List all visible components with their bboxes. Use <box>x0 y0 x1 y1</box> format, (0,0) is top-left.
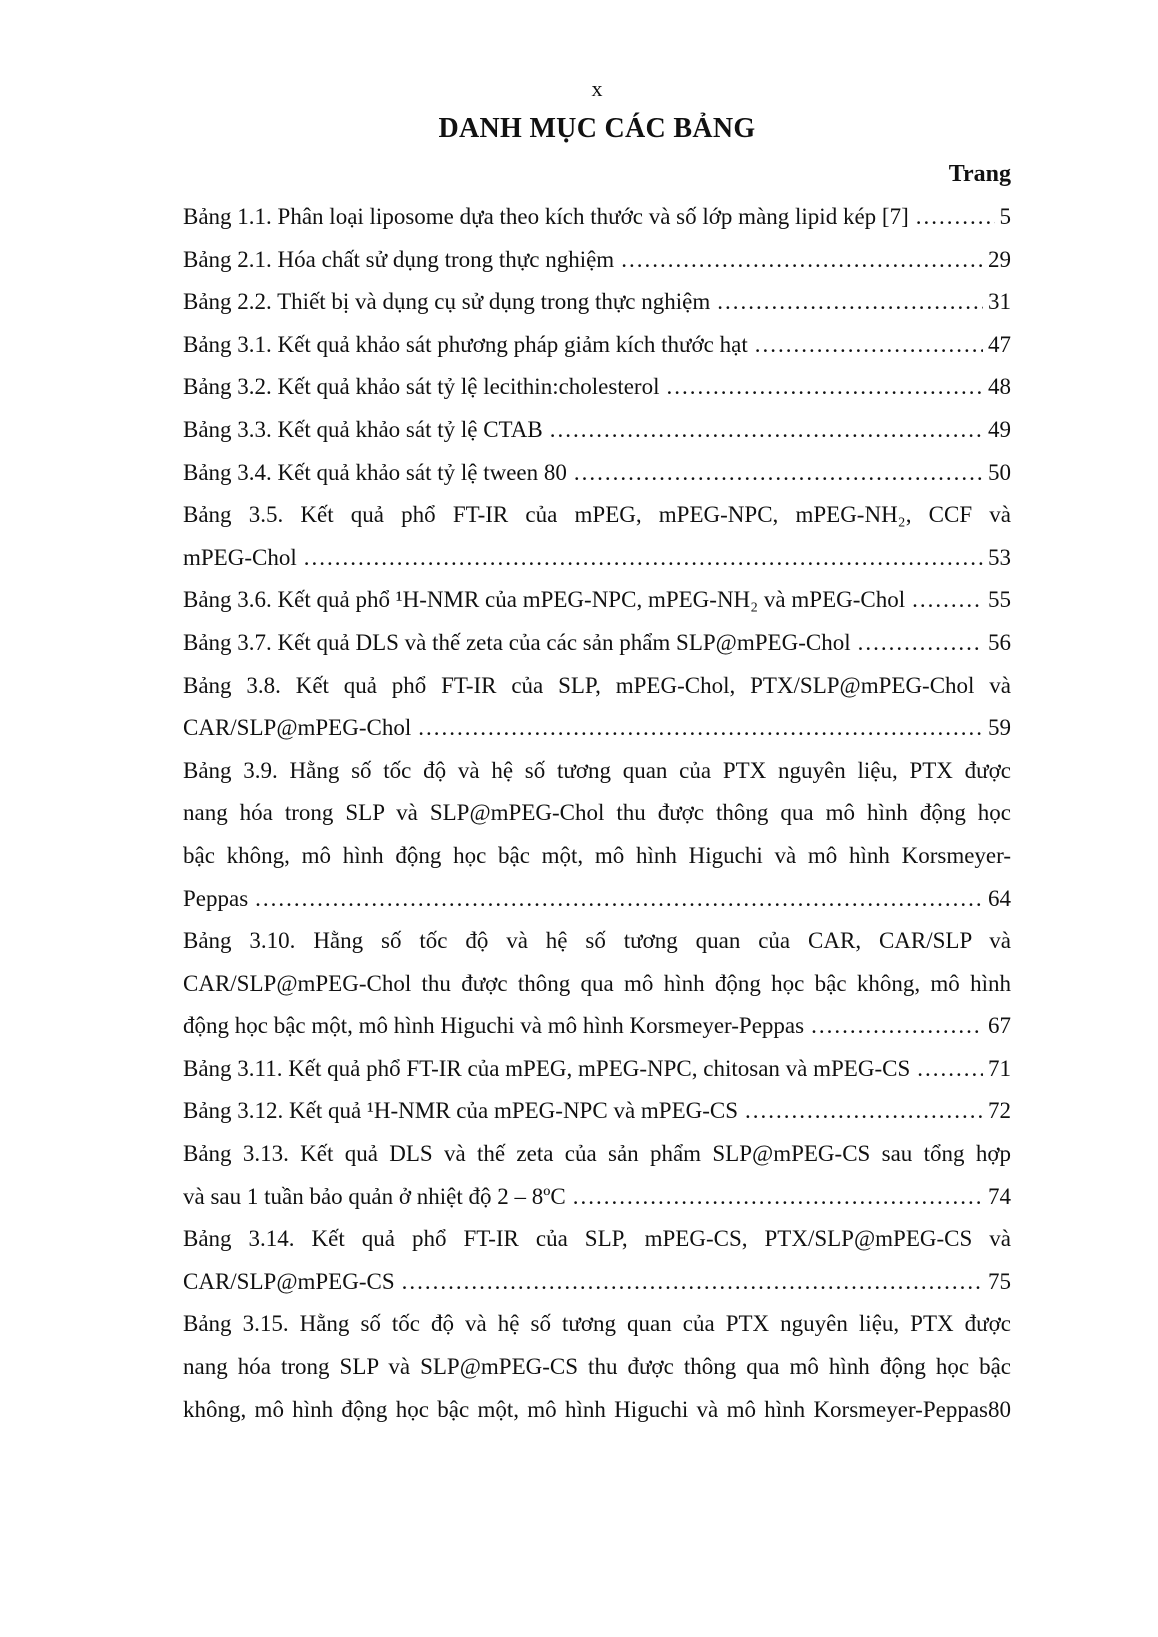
entry-page-number: 47 <box>988 331 1011 357</box>
toc-line <box>183 409 1011 452</box>
dot-leader <box>755 324 983 367</box>
toc-entry-3-4 <box>183 452 1011 495</box>
dot-leader <box>402 1261 983 1304</box>
toc-line <box>183 1005 1011 1048</box>
entry-page-number: 50 <box>988 459 1011 485</box>
entry-text: nang hóa trong SLP và SLP@mPEG-Chol thu được thông qua mô hình động học <box>183 800 1011 826</box>
entry-page-number: 31 <box>988 289 1011 315</box>
entry-text: Bảng 3.15. Hằng số tốc độ và hệ số tương quan của PTX nguyên liệu, PTX được <box>183 1311 1011 1337</box>
entry-text: Bảng 3.5. Kết quả phổ FT-IR của mPEG, mPEG-NPC, mPEG-NH₂, CCF và <box>183 502 1011 528</box>
entry-page-number: 5 <box>999 204 1011 229</box>
toc-line <box>183 1261 1011 1304</box>
entry-page-number: 80 <box>988 1396 1011 1422</box>
toc-line <box>183 1346 1011 1389</box>
dot-leader <box>573 1176 983 1219</box>
toc-entry-3-5 <box>183 494 1011 579</box>
entry-text: động học bậc một, mô hình Higuchi và mô hình Korsmeyer-Peppas <box>183 1013 805 1039</box>
dot-leader <box>717 281 983 324</box>
toc-entry-2-1 <box>183 239 1011 282</box>
toc-line <box>183 1303 1011 1346</box>
toc-line <box>183 835 1011 878</box>
toc-line <box>183 665 1011 708</box>
entry-text: CAR/SLP@mPEG-CS <box>183 1268 395 1294</box>
toc-entry-3-15 <box>183 1303 1011 1431</box>
dot-leader <box>667 366 984 409</box>
toc-line <box>183 963 1011 1006</box>
dot-leader <box>916 196 995 239</box>
entry-text: Bảng 3.3. Kết quả khảo sát tỷ lệ CTAB <box>183 416 543 442</box>
toc-line <box>183 622 1011 665</box>
toc-entry-3-1 <box>183 324 1011 367</box>
entry-text: nang hóa trong SLP và SLP@mPEG-CS thu được thông qua mô hình động học bậc <box>183 1354 1011 1380</box>
dot-leader <box>917 1048 983 1091</box>
entry-page-number: 72 <box>988 1098 1011 1124</box>
table-of-contents <box>183 196 1011 1431</box>
toc-line <box>183 452 1011 495</box>
dot-leader <box>621 239 983 282</box>
toc-entry-3-7 <box>183 622 1011 665</box>
page-folio: x <box>591 76 603 101</box>
toc-line <box>183 324 1011 367</box>
entry-text: Bảng 3.8. Kết quả phổ FT-IR của SLP, mPEG-Chol, PTX/SLP@mPEG-Chol và <box>183 672 1011 698</box>
entry-text: CAR/SLP@mPEG-Chol <box>183 715 412 741</box>
dot-leader <box>858 622 983 665</box>
toc-entry-3-12 <box>183 1090 1011 1133</box>
toc-line <box>183 579 1011 622</box>
toc-entry-3-6 <box>183 579 1011 622</box>
toc-line <box>183 707 1011 750</box>
toc-line <box>183 750 1011 793</box>
entry-page-number: 53 <box>988 544 1011 570</box>
toc-line <box>183 1090 1011 1133</box>
entry-page-number: 64 <box>988 885 1011 911</box>
toc-line <box>183 537 1011 580</box>
dot-leader <box>912 579 983 622</box>
entry-page-number: 56 <box>988 629 1011 655</box>
entry-text: mPEG-Chol <box>183 544 297 570</box>
toc-line <box>183 1176 1011 1219</box>
toc-line <box>183 281 1011 324</box>
entry-page-number: 29 <box>988 246 1011 272</box>
toc-line <box>183 878 1011 921</box>
dot-leader <box>418 707 983 750</box>
toc-line <box>183 1048 1011 1091</box>
toc-line <box>183 196 1011 239</box>
entry-text: Bảng 3.12. Kết quả ¹H-NMR của mPEG-NPC và mPEG-CS <box>183 1098 739 1124</box>
toc-entry-3-14 <box>183 1218 1011 1303</box>
dot-leader <box>745 1090 983 1133</box>
toc-line <box>183 1389 1011 1432</box>
entry-page-number: 48 <box>988 374 1011 400</box>
entry-text: Bảng 3.11. Kết quả phổ FT-IR của mPEG, mPEG-NPC, chitosan và mPEG-CS <box>183 1055 911 1081</box>
entry-page-number: 71 <box>988 1055 1011 1081</box>
entry-page-number: 67 <box>988 1013 1011 1039</box>
dot-leader <box>255 878 983 921</box>
entry-page-number: 74 <box>988 1183 1011 1209</box>
toc-entry-1-1 <box>183 196 1011 239</box>
entry-page-number: 55 <box>988 587 1011 613</box>
toc-entry-3-13 <box>183 1133 1011 1218</box>
page-column-header: Trang <box>948 161 1011 187</box>
toc-line <box>183 494 1011 537</box>
toc-line <box>183 1133 1011 1176</box>
page-title: DANH MỤC CÁC BẢNG <box>438 113 756 144</box>
toc-line <box>183 920 1011 963</box>
toc-entry-3-2 <box>183 366 1011 409</box>
entry-page-number: 49 <box>988 416 1011 442</box>
entry-text: bậc không, mô hình động học bậc một, mô hình Higuchi và mô hình Korsmeyer- <box>183 842 1011 868</box>
entry-text: Bảng 3.13. Kết quả DLS và thế zeta của sản phẩm SLP@mPEG-CS sau tổng hợp <box>183 1141 1011 1167</box>
entry-text: Peppas <box>183 885 249 911</box>
toc-entry-3-10 <box>183 920 1011 1048</box>
entry-text: Bảng 3.9. Hằng số tốc độ và hệ số tương quan của PTX nguyên liệu, PTX được <box>183 757 1011 783</box>
entry-page-number: 75 <box>988 1268 1011 1294</box>
entry-text: không, mô hình động học bậc một, mô hình Higuchi và mô hình Korsmeyer-Peppas <box>183 1396 988 1422</box>
dot-leader <box>811 1005 983 1048</box>
dot-leader <box>574 452 983 495</box>
toc-entry-3-9 <box>183 750 1011 920</box>
toc-line <box>183 239 1011 282</box>
entry-text: Bảng 3.4. Kết quả khảo sát tỷ lệ tween 80 <box>183 459 567 485</box>
entry-text: Bảng 1.1. Phân loại liposome dựa theo kích thước và số lớp màng lipid kép [7] <box>183 204 909 229</box>
dot-leader <box>550 409 983 452</box>
entry-page-number: 59 <box>988 715 1011 741</box>
entry-text: Bảng 3.1. Kết quả khảo sát phương pháp giảm kích thước hạt <box>183 331 748 357</box>
entry-text: Bảng 3.7. Kết quả DLS và thế zeta của các sản phẩm SLP@mPEG-Chol <box>183 629 851 655</box>
entry-text: Bảng 3.6. Kết quả phổ ¹H-NMR của mPEG-NPC, mPEG-NH₂ và mPEG-Chol <box>183 587 906 613</box>
page-content <box>183 72 1011 1431</box>
entry-text: và sau 1 tuần bảo quản ở nhiệt độ 2 – 8ºC <box>183 1183 566 1209</box>
entry-text: Bảng 2.2. Thiết bị và dụng cụ sử dụng trong thực nghiệm <box>183 289 711 315</box>
entry-text: Bảng 2.1. Hóa chất sử dụng trong thực nghiệm <box>183 246 615 272</box>
entry-text: Bảng 3.14. Kết quả phổ FT-IR của SLP, mPEG-CS, PTX/SLP@mPEG-CS và <box>183 1226 1011 1252</box>
toc-entry-3-3 <box>183 409 1011 452</box>
entry-text: CAR/SLP@mPEG-Chol thu được thông qua mô hình động học bậc không, mô hình <box>183 970 1011 996</box>
toc-line <box>183 366 1011 409</box>
entry-text: Bảng 3.2. Kết quả khảo sát tỷ lệ lecithin:cholesterol <box>183 374 660 400</box>
toc-line <box>183 1218 1011 1261</box>
toc-entry-3-11 <box>183 1048 1011 1091</box>
toc-line <box>183 792 1011 835</box>
entry-text: Bảng 3.10. Hằng số tốc độ và hệ số tương quan của CAR, CAR/SLP và <box>183 928 1011 954</box>
toc-entry-2-2 <box>183 281 1011 324</box>
toc-entry-3-8 <box>183 665 1011 750</box>
dot-leader <box>304 537 983 580</box>
